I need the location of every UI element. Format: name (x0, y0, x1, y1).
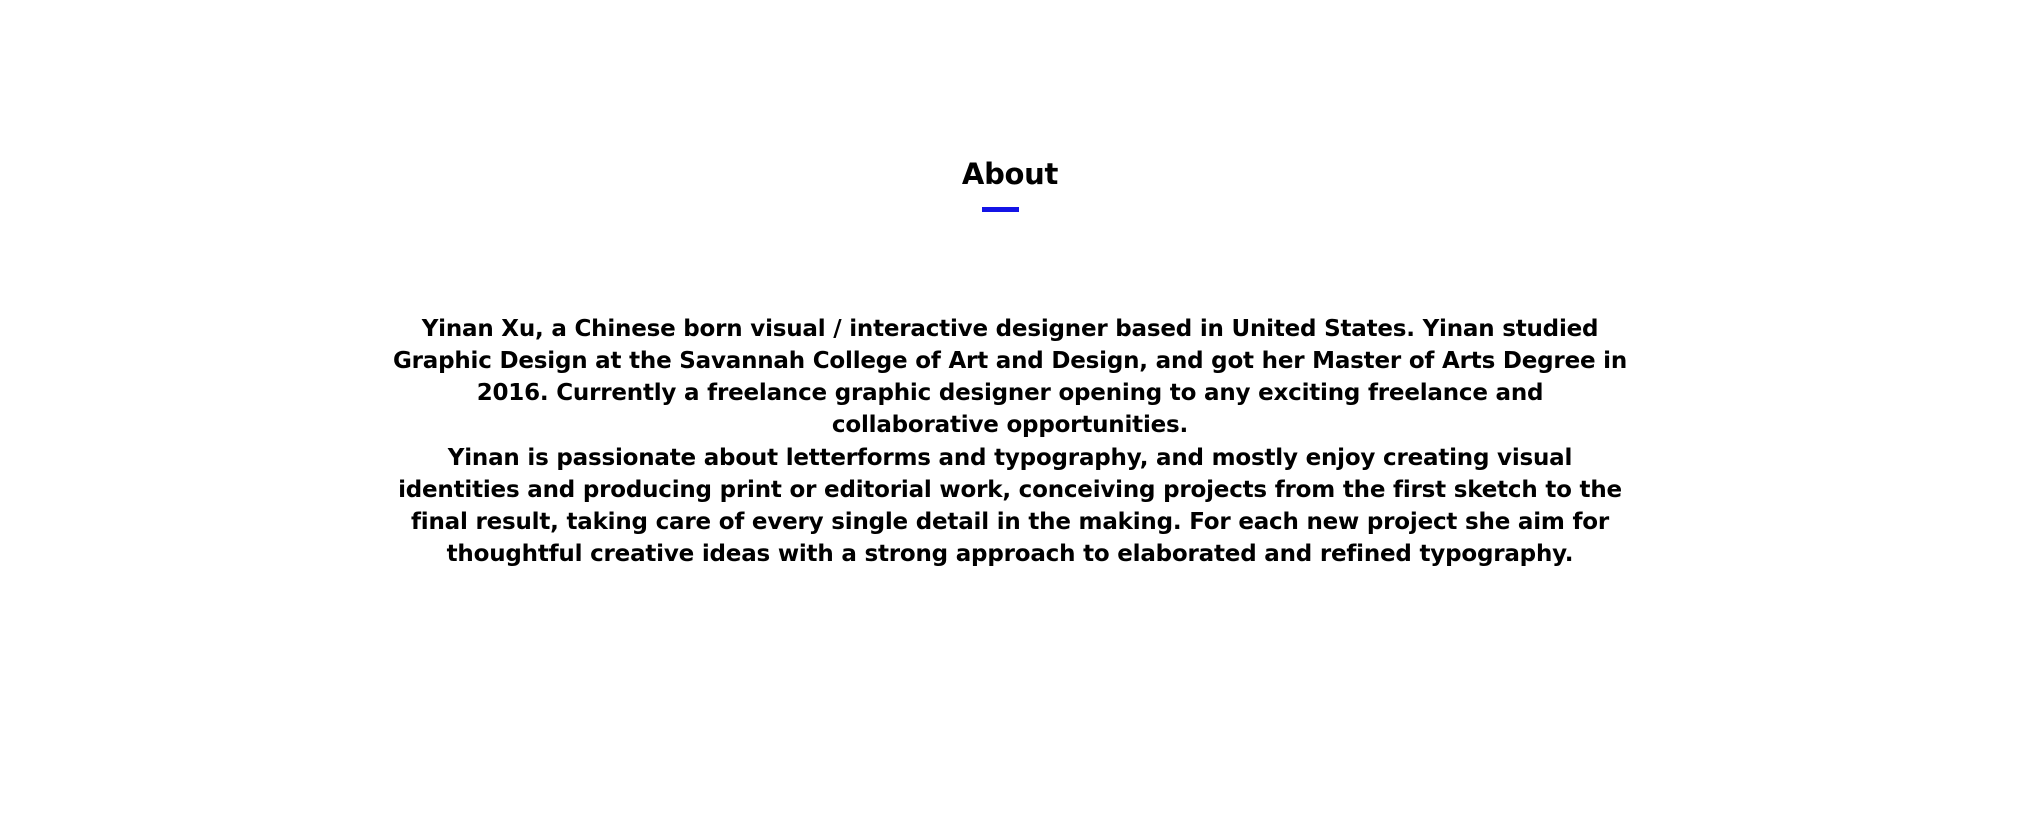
bio-paragraph-2: Yinan is passionate about letterforms and typography, and mostly enjoy creating visual identities and producing print or editorial work, conceiving projects from the first sketch to the final result, taking care of every single detail in the making. For each new project she aim for thoughtful creative ideas with a strong approach to elaborated and refined typography. (398, 445, 1622, 567)
about-title: About (961, 157, 1059, 191)
bio-paragraph-1: Yinan Xu, a Chinese born visual / interactive designer based in United States. Yinan studied Graphic Design at the Savannah College of Art and Design, and got her Master of Arts Degree in 2016. Currently a freelance graphic designer opening to any exciting freelance and collaborative opportunities. (392, 316, 1628, 438)
title-underline-accent (982, 207, 1019, 212)
